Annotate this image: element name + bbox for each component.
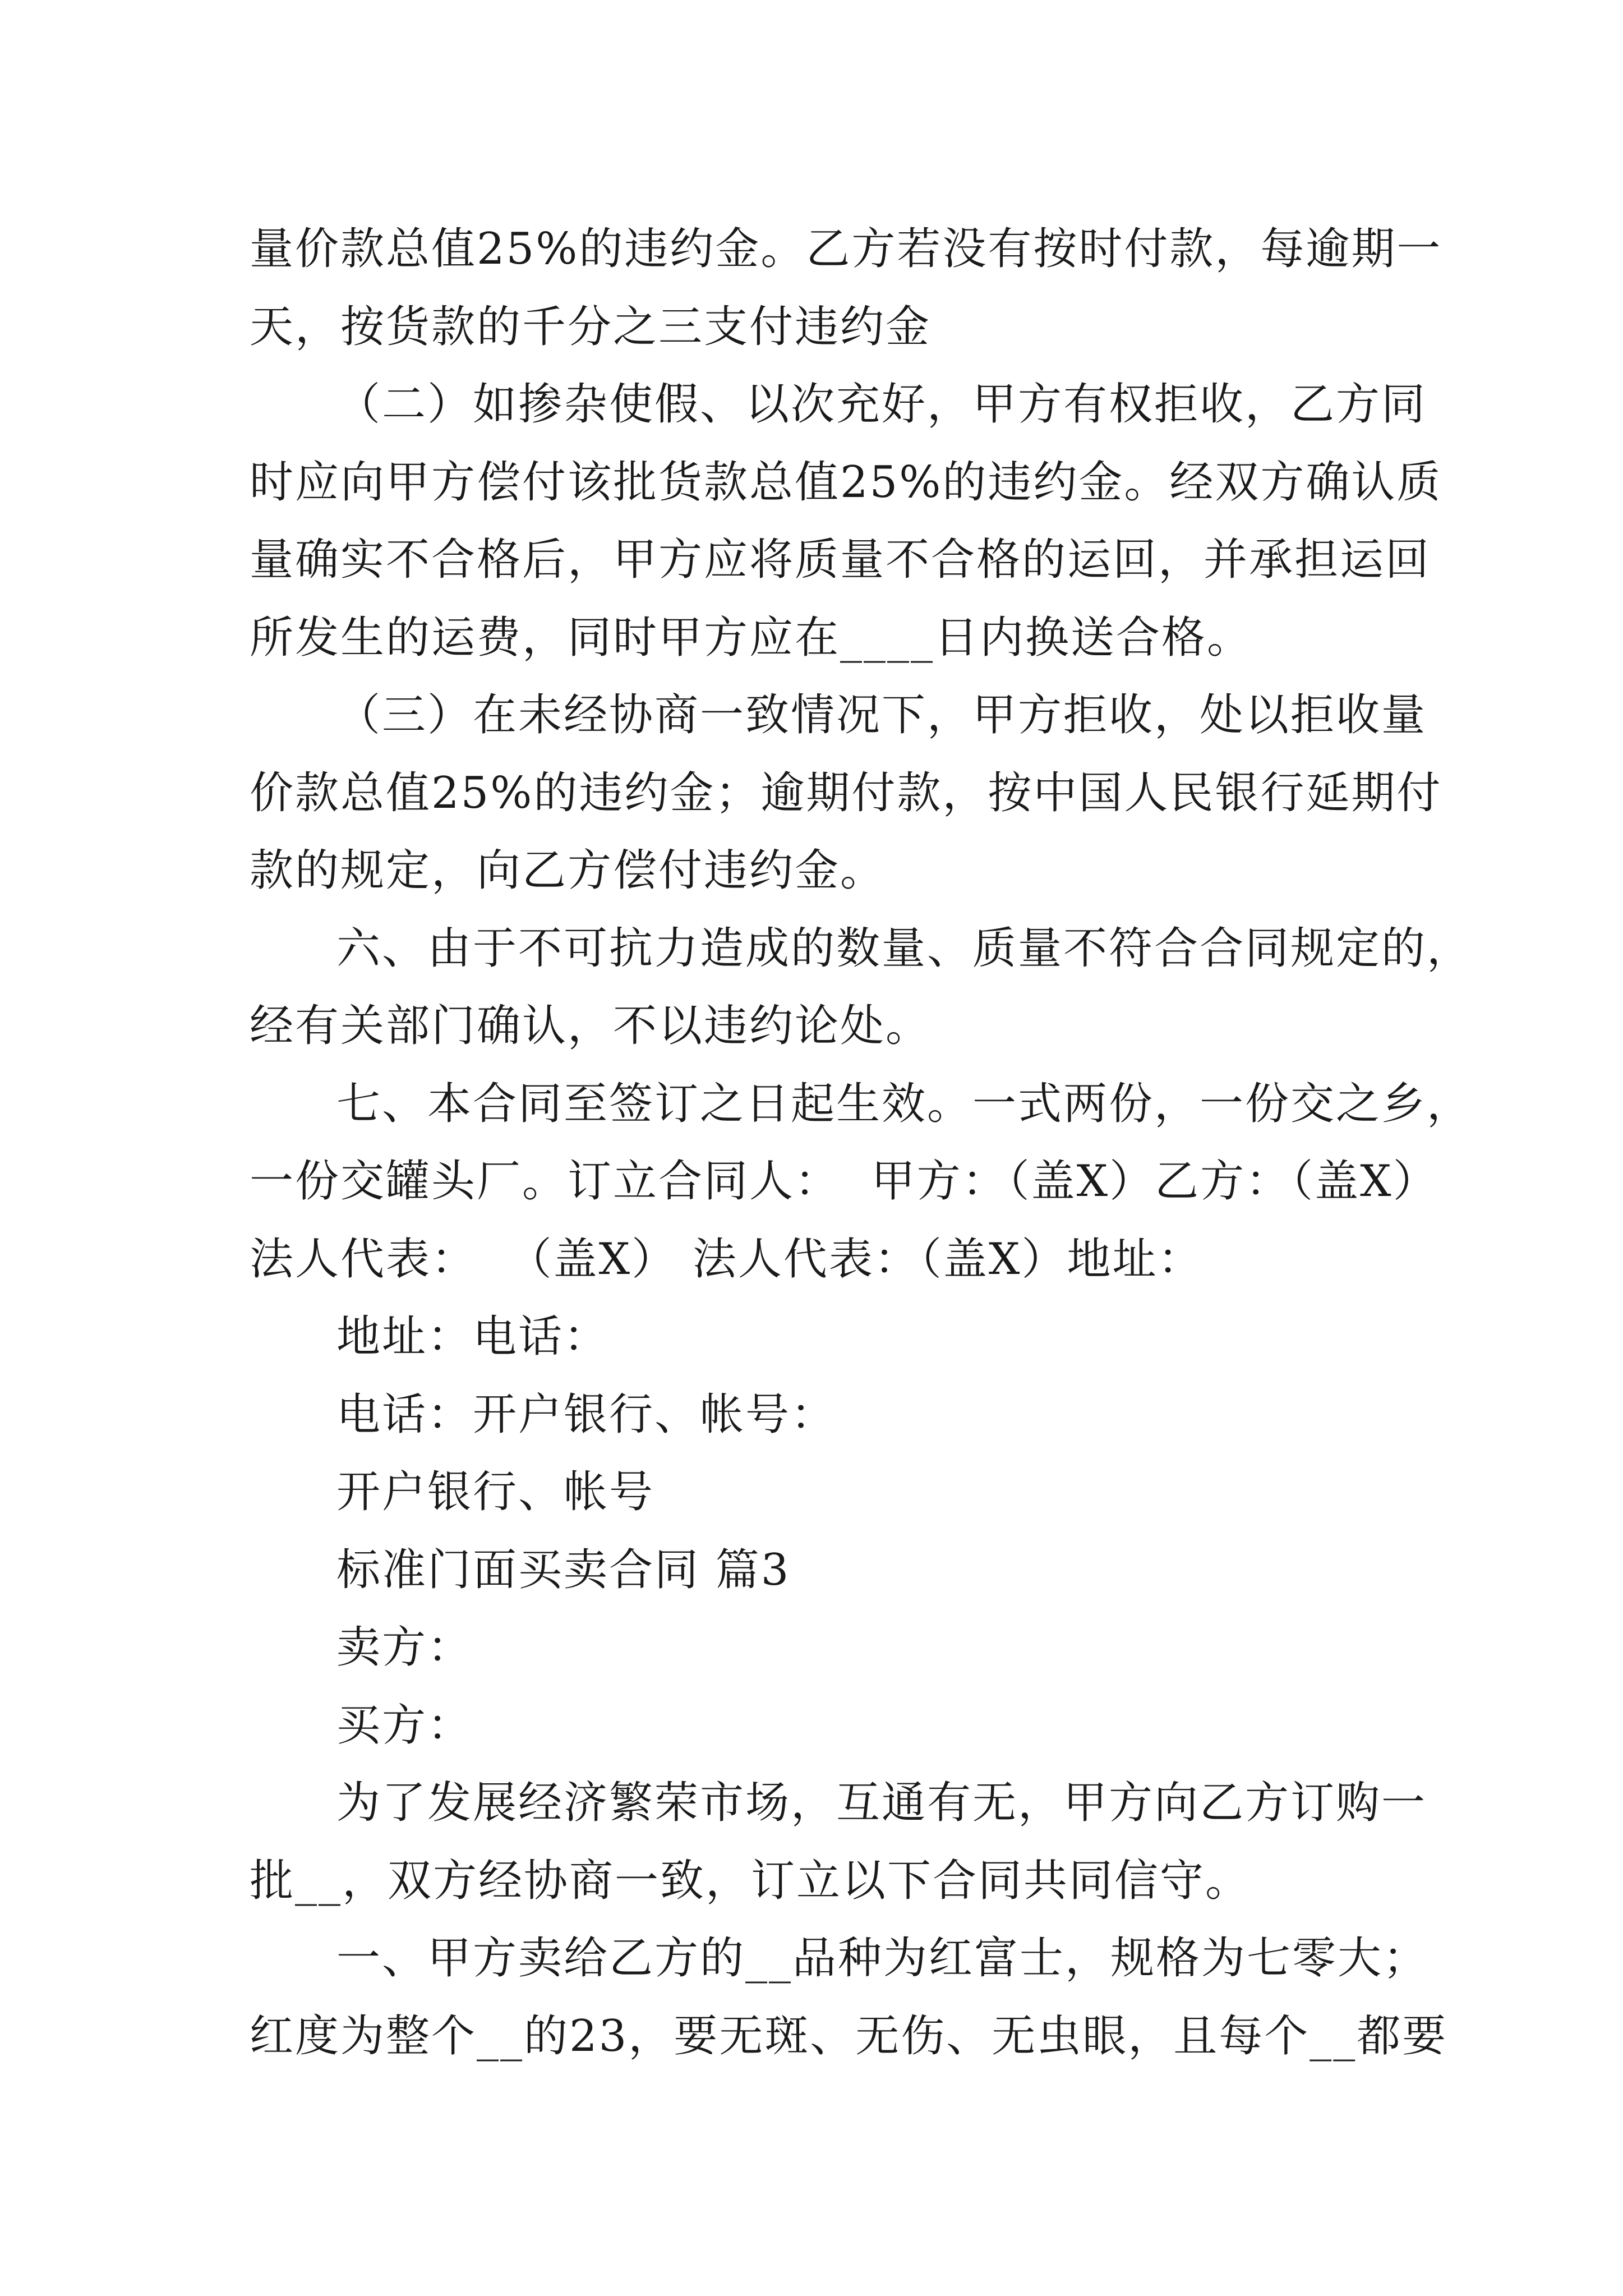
text-line-15: 地址：电话： — [336, 1312, 610, 1362]
text-line-20: 买方： — [336, 1700, 473, 1751]
section-heading: 标准门面买卖合同 篇3 — [336, 1544, 791, 1595]
text-line-5: 量确实不合格后，甲方应将质量不合格的运回，并承担运回 — [250, 535, 1431, 585]
text-line-24: 红度为整个__的23，要无斑、无伤、无虫眼，且每个__都要 — [250, 2010, 1448, 2062]
text-line-14: 法人代表： （盖X） 法人代表：（盖X）地址： — [250, 1234, 1204, 1285]
text-line-1: 量价款总值25%的违约金。乙方若没有按时付款，每逾期一 — [250, 224, 1442, 274]
text-line-16: 电话：开户银行、帐号： — [336, 1389, 837, 1440]
text-line-3: （二）如掺杂使假、以次充好，甲方有权拒收，乙方同 — [336, 379, 1427, 430]
text-line-22: 批__，双方经协商一致，订立以下合同共同信守。 — [250, 1855, 1251, 1906]
text-line-4: 时应向甲方偿付该批货款总值25%的违约金。经双方确认质 — [250, 457, 1442, 508]
text-line-13: 一份交罐头厂。订立合同人： 甲方：（盖X）乙方：（盖X） — [250, 1156, 1438, 1207]
text-line-10: 六、由于不可抗力造成的数量、质量不符合合同规定的， — [336, 923, 1473, 974]
text-line-12: 七、本合同至签订之日起生效。一式两份，一份交之乡， — [336, 1078, 1473, 1129]
text-line-21: 为了发展经济繁荣市场，互通有无，甲方向乙方订购一 — [336, 1778, 1427, 1828]
text-line-19: 卖方： — [336, 1622, 473, 1673]
text-line-7: （三）在未经协商一致情况下，甲方拒收，处以拒收量 — [336, 690, 1427, 740]
text-line-23: 一、甲方卖给乙方的__品种为红富士，规格为七零大； — [336, 1933, 1429, 1984]
text-line-8: 价款总值25%的违约金；逾期付款，按中国人民银行延期付 — [250, 767, 1442, 818]
text-line-11: 经有关部门确认，不以违约论处。 — [250, 1001, 932, 1051]
contract-text-body — [250, 210, 1473, 2075]
text-line-2: 天，按货款的千分之三支付违约金 — [250, 301, 932, 352]
text-line-6: 所发生的运费，同时甲方应在____日内换送合格。 — [250, 612, 1253, 663]
text-line-9: 款的规定，向乙方偿付违约金。 — [250, 845, 886, 896]
text-line-17: 开户银行、帐号 — [336, 1467, 655, 1517]
